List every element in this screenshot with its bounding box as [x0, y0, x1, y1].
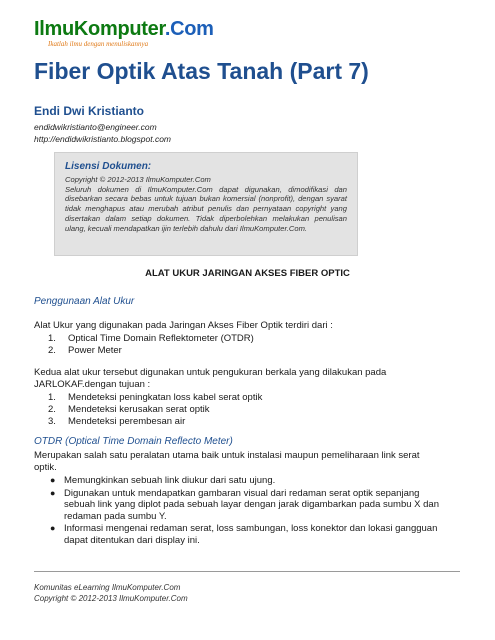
list-item — [48, 392, 262, 404]
list-text: Optical Time Domain Reflektometer (OTDR) — [68, 333, 254, 344]
license-title: Lisensi Dokumen: — [65, 161, 152, 172]
list-number: 1. — [48, 333, 56, 344]
list-item — [48, 416, 262, 428]
usage-intro: Alat Ukur yang digunakan pada Jaringan Akses Fiber Optik terdiri dari : — [34, 320, 333, 331]
list-item — [48, 404, 262, 416]
section-title: ALAT UKUR JARINGAN AKSES FIBER OPTIC — [145, 268, 350, 279]
list-text: Mendeteksi perembesan air — [68, 416, 186, 427]
list-item — [50, 523, 440, 546]
list-text: Mendeteksi kerusakan serat optik — [68, 404, 210, 415]
usage-heading: Penggunaan Alat Ukur — [34, 296, 135, 307]
document-title: Fiber Optik Atas Tanah (Part 7) — [34, 58, 369, 84]
list-item — [50, 488, 440, 523]
footer-divider — [34, 571, 460, 572]
site-logo — [34, 18, 214, 48]
license-box — [54, 152, 358, 256]
logo-wordmark — [34, 18, 214, 41]
list-text: Digunakan untuk mendapatkan gambaran visual dari redaman serat optik sepanjang sebuah link yang diplot pada sebuah layar dengan jarak digambarkan pada sumbu X dan redaman pada sumbu Y. — [64, 487, 439, 522]
list-number: 2. — [48, 404, 56, 415]
logo-name: IlmuKomputer — [34, 18, 165, 40]
list-number: 1. — [48, 392, 56, 403]
footer-community: Komunitas eLearning IlmuKomputer.Com — [34, 583, 181, 592]
author-url: http://endidwikristianto.blogspot.com — [34, 134, 172, 144]
purpose-intro: Kedua alat ukur tersebut digunakan untuk pengukuran berkala yang dilakukan pada JARLOKAF.dengan tujuan : — [34, 367, 387, 390]
author-name: Endi Dwi Kristianto — [34, 104, 145, 118]
list-item — [48, 345, 254, 357]
otdr-heading: OTDR (Optical Time Domain Reflecto Meter) — [34, 436, 233, 447]
list-text: Informasi mengenai redaman serat, loss sambungan, loss konektor dan lokasi gangguan dapat ditentukan dari display ini. — [64, 523, 438, 546]
bullet-icon: ● — [50, 487, 56, 498]
bullet-icon: ● — [50, 475, 56, 485]
logo-dotcom: .Com — [164, 18, 214, 40]
license-copyright: Copyright © 2012-2013 IlmuKomputer.Com — [65, 175, 211, 184]
purpose-list — [48, 392, 262, 428]
bullet-icon: ● — [50, 523, 56, 533]
list-number: 2. — [48, 345, 56, 356]
license-text: Seluruh dokumen di IlmuKomputer.Com dapat digunakan, dimodifikasi dan disebarkan secara bebas untuk tujuan bukan komersial (nonprofit), dengan syarat tidak menghapus atau merubah atribut penulis dan pernyataan copyright yang disertakan dalam setiap dokumen. Tidak diperbolehkan melakukan penulisan ulang, kecuali mendapatkan ijin terlebih dahulu dari IlmuKomputer.Com. — [65, 184, 347, 233]
logo-tagline: Ikatlah ilmu dengan menuliskannya — [48, 40, 149, 48]
list-item — [48, 333, 254, 345]
tools-list — [48, 333, 254, 357]
list-item — [50, 475, 440, 487]
list-text: Memungkinkan sebuah link diukur dari satu ujung. — [64, 475, 276, 486]
otdr-intro: Merupakan salah satu peralatan utama baik untuk instalasi maupun pemeliharaan link serat optik. — [34, 450, 420, 473]
list-number: 3. — [48, 416, 56, 427]
otdr-bullets — [50, 475, 440, 547]
footer-copyright: Copyright © 2012-2013 IlmuKomputer.Com — [34, 594, 188, 603]
list-text: Mendeteksi peningkatan loss kabel serat optik — [68, 392, 263, 403]
list-text: Power Meter — [68, 345, 122, 356]
author-email: endidwikristianto@engineer.com — [34, 122, 157, 132]
